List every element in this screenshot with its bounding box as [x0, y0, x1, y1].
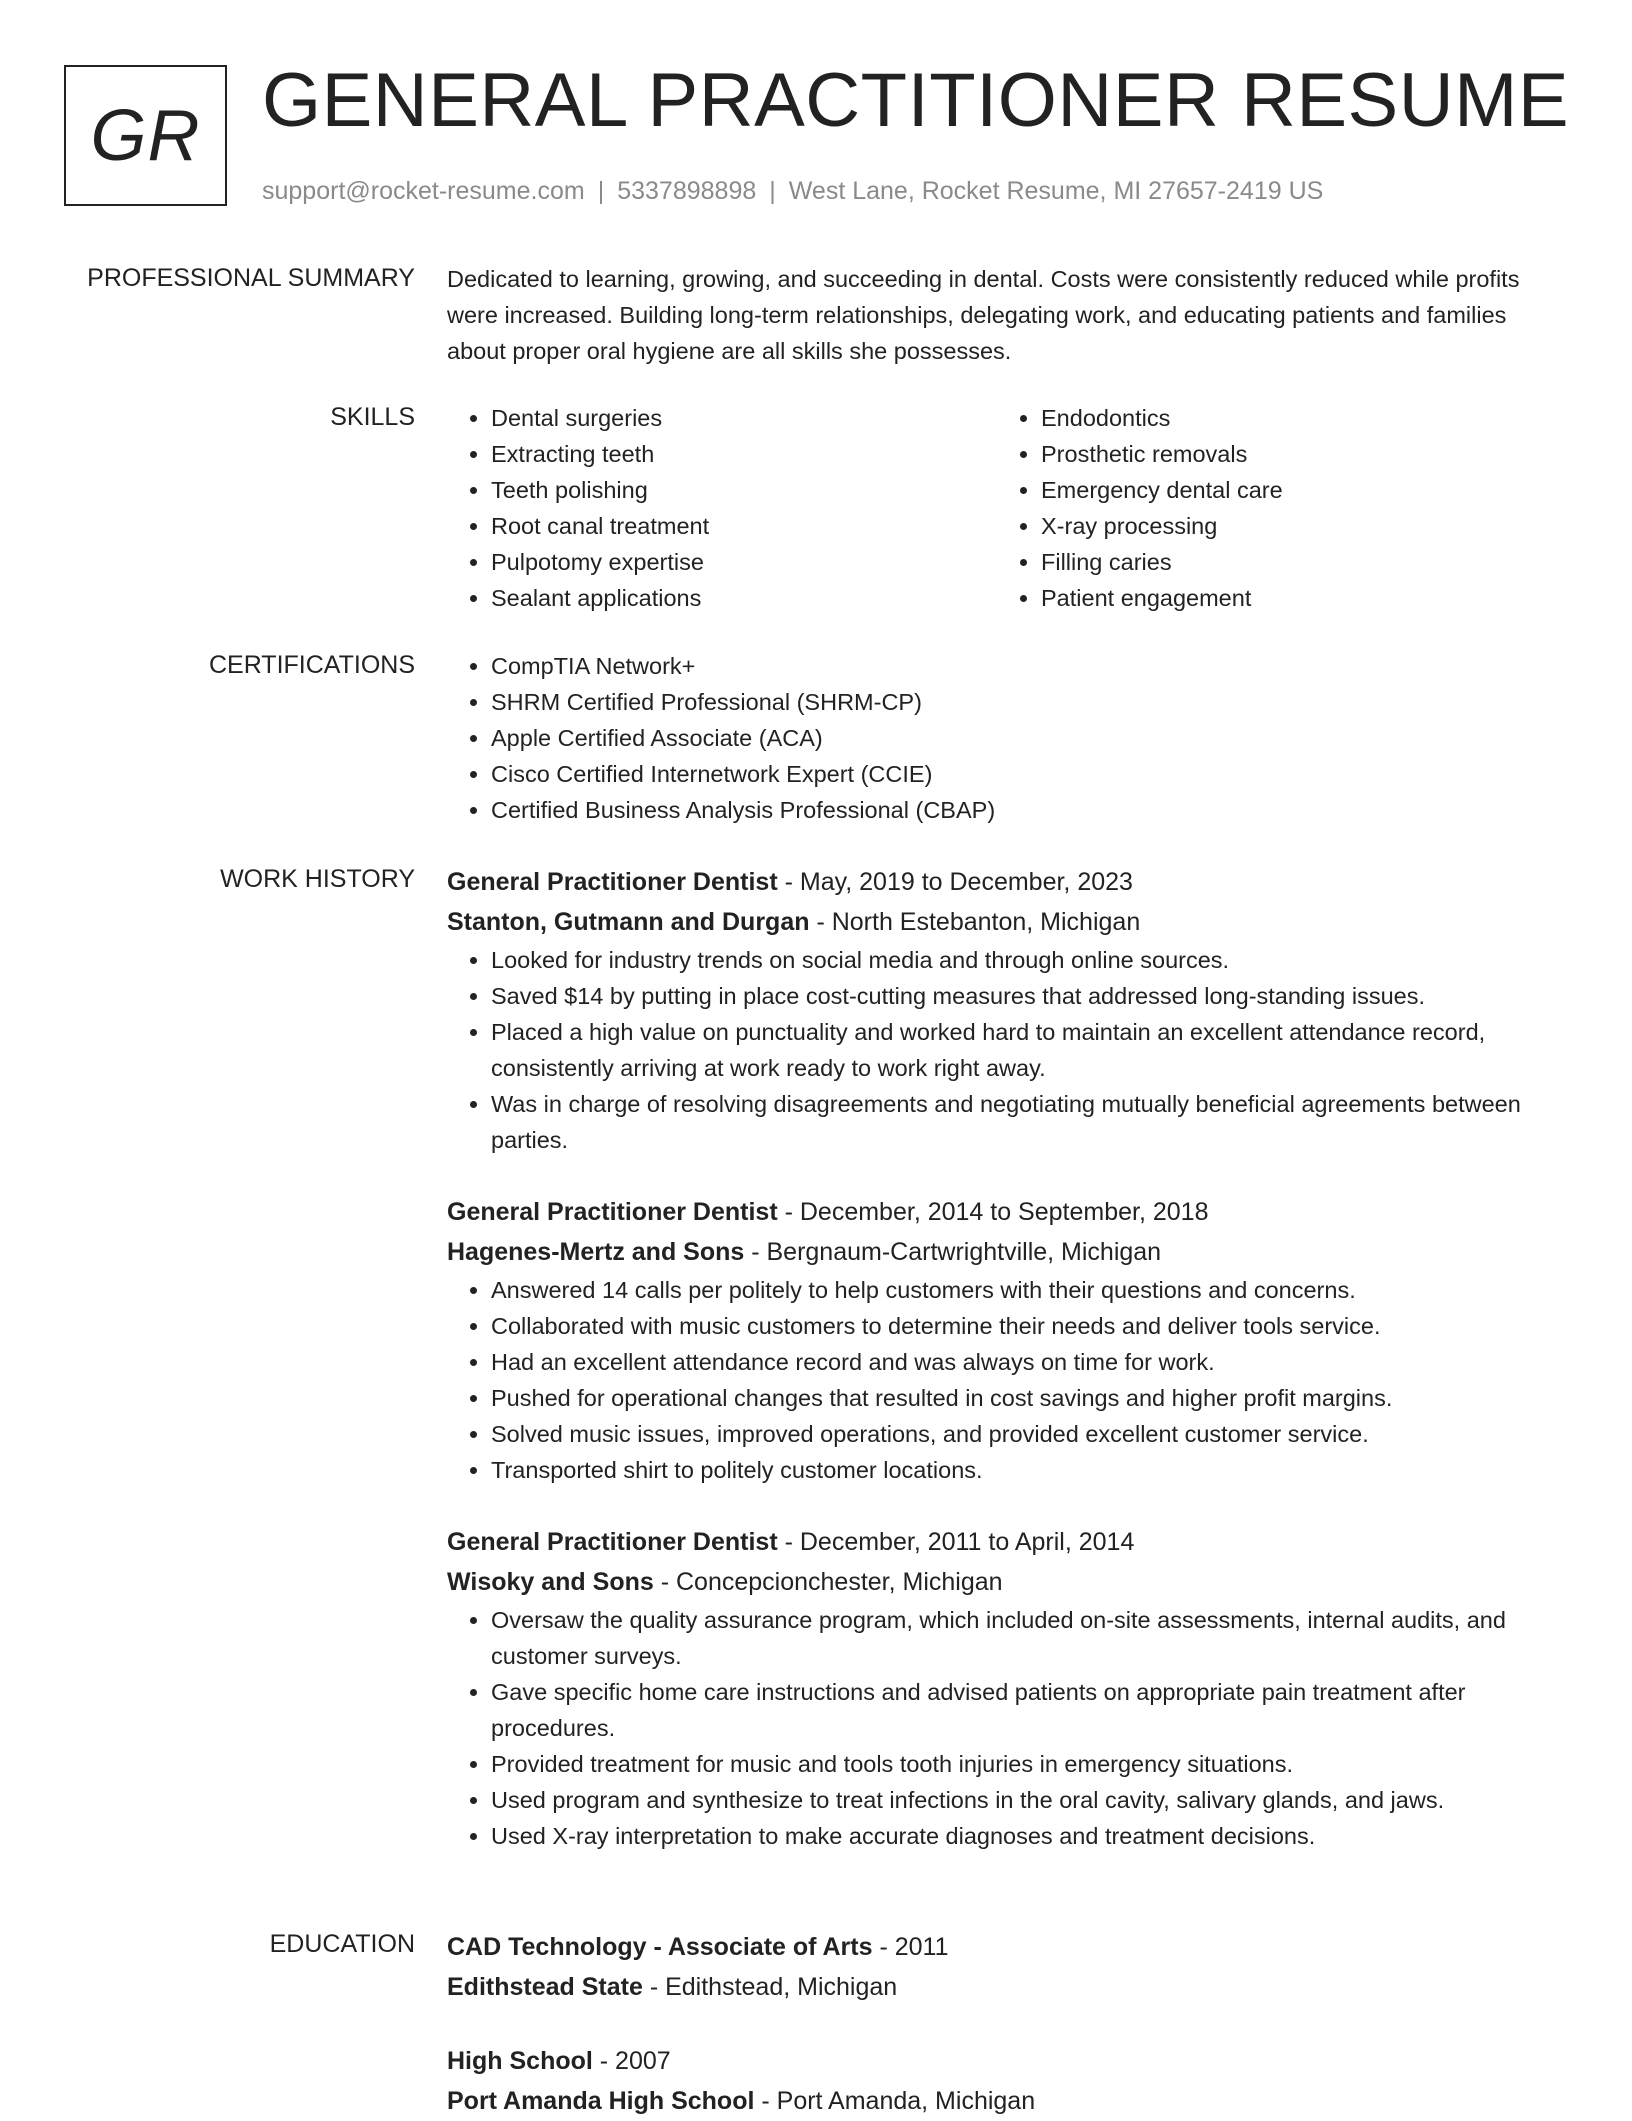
certification-item: • Cisco Certified Internetwork Expert (CCIE) — [491, 756, 1567, 792]
education-school-line — [447, 1967, 1567, 2007]
section-label-certifications: CERTIFICATIONS — [208, 651, 415, 679]
job-title: General Practitioner Dentist — [447, 1198, 778, 1226]
skills-column-right — [997, 400, 1547, 616]
contact-phone: 5337898898 — [617, 177, 757, 205]
education-year: - 2007 — [592, 2047, 671, 2075]
job-bullet: • Was in charge of resolving disagreements and negotiating mutually beneficial agreements between parties. — [491, 1086, 1567, 1158]
job-bullet: • Had an excellent attendance record and was always on time for work. — [491, 1344, 1567, 1380]
job-bullet: • Used X-ray interpretation to make accurate diagnoses and treatment decisions. — [491, 1818, 1567, 1854]
job-bullet: • Provided treatment for music and tools tooth injuries in emergency situations. — [491, 1746, 1567, 1782]
education-body — [447, 1927, 1567, 2121]
certifications-body — [447, 648, 1567, 828]
skill-item: • Extracting teeth — [491, 436, 997, 472]
job-company: Stanton, Gutmann and Durgan — [447, 908, 810, 936]
education-entry — [447, 1927, 1567, 2007]
skill-item: • Endodontics — [1041, 400, 1547, 436]
skill-item: • X-ray processing — [1041, 508, 1547, 544]
skill-item: • Dental surgeries — [491, 400, 997, 436]
job-dates: - May, 2019 to December, 2023 — [777, 868, 1133, 896]
skills-columns — [447, 400, 1567, 616]
job-bullet: • Solved music issues, improved operations, and provided excellent customer service. — [491, 1416, 1567, 1452]
skill-item: • Patient engagement — [1041, 580, 1547, 616]
certification-item: • Apple Certified Associate (ACA) — [491, 720, 1567, 756]
skill-item: • Filling caries — [1041, 544, 1547, 580]
job-company-line — [447, 902, 1567, 942]
education-degree-line — [447, 1927, 1567, 1967]
job-title: General Practitioner Dentist — [447, 1528, 778, 1556]
contact-email: support@rocket-resume.com — [262, 177, 585, 205]
education-degree: CAD Technology - Associate of Arts — [447, 1933, 873, 1961]
contact-separator: | — [597, 177, 605, 205]
job-bullet: • Answered 14 calls per politely to help customers with their questions and concerns. — [491, 1272, 1567, 1308]
job-dates: - December, 2011 to April, 2014 — [777, 1528, 1135, 1556]
skills-list-left — [447, 400, 997, 616]
skill-item: • Emergency dental care — [1041, 472, 1547, 508]
education-school-line — [447, 2081, 1567, 2121]
job-bullet: • Used program and synthesize to treat infections in the oral cavity, salivary glands, and jaws. — [491, 1782, 1567, 1818]
job-title: General Practitioner Dentist — [447, 868, 778, 896]
certifications-list — [447, 648, 1567, 828]
section-label-education: EDUCATION — [269, 1930, 415, 1958]
job-bullet-list — [447, 942, 1567, 1158]
education-entry — [447, 2041, 1567, 2121]
job-company-line — [447, 1562, 1567, 1602]
education-location: - Port Amanda, Michigan — [754, 2087, 1036, 2115]
resume-title: GENERAL PRACTITIONER RESUME — [262, 58, 1570, 143]
job-company: Wisoky and Sons — [447, 1568, 654, 1596]
job-bullet: • Pushed for operational changes that resulted in cost savings and higher profit margins. — [491, 1380, 1567, 1416]
job-bullet: • Oversaw the quality assurance program, which included on-site assessments, internal audits, and customer surveys. — [491, 1602, 1567, 1674]
contact-line — [262, 174, 1323, 208]
job-bullet: • Placed a high value on punctuality and worked hard to maintain an excellent attendance record, consistently arriving at work ready to work right away. — [491, 1014, 1567, 1086]
skill-item: • Pulpotomy expertise — [491, 544, 997, 580]
job-entry — [447, 1522, 1567, 1854]
job-bullet: • Transported shirt to politely customer locations. — [491, 1452, 1567, 1488]
job-entry — [447, 862, 1567, 1158]
job-entry — [447, 1192, 1567, 1488]
job-bullet: • Looked for industry trends on social media and through online sources. — [491, 942, 1567, 978]
contact-address: West Lane, Rocket Resume, MI 27657-2419 US — [788, 177, 1324, 205]
job-location: - Concepcionchester, Michigan — [653, 1568, 1003, 1596]
education-location: - Edithstead, Michigan — [642, 1973, 898, 2001]
contact-separator: | — [769, 177, 776, 205]
section-label-work-history: WORK HISTORY — [220, 865, 415, 893]
education-school: Port Amanda High School — [447, 2087, 755, 2115]
section-label-skills: SKILLS — [330, 403, 415, 431]
skills-list-right — [997, 400, 1547, 616]
job-title-line — [447, 1192, 1567, 1232]
section-label-summary: PROFESSIONAL SUMMARY — [87, 264, 415, 292]
skill-item: • Sealant applications — [491, 580, 997, 616]
job-bullet: • Saved $14 by putting in place cost-cutting measures that addressed long-standing issues. — [491, 978, 1567, 1014]
certification-item: • SHRM Certified Professional (SHRM-CP) — [491, 684, 1567, 720]
education-degree-line — [447, 2041, 1567, 2081]
skill-item: • Prosthetic removals — [1041, 436, 1547, 472]
certification-item: • CompTIA Network+ — [491, 648, 1567, 684]
monogram-badge: GR — [64, 65, 227, 206]
job-location: - North Estebanton, Michigan — [809, 908, 1141, 936]
job-location: - Bergnaum-Cartwrightville, Michigan — [744, 1238, 1162, 1266]
job-company-line — [447, 1232, 1567, 1272]
skill-item: • Teeth polishing — [491, 472, 997, 508]
skills-column-left — [447, 400, 997, 616]
job-company: Hagenes-Mertz and Sons — [447, 1238, 745, 1266]
job-bullet-list — [447, 1602, 1567, 1854]
job-bullet-list — [447, 1272, 1567, 1488]
job-title-line — [447, 1522, 1567, 1562]
job-bullet: • Gave specific home care instructions and advised patients on appropriate pain treatment after procedures. — [491, 1674, 1567, 1746]
summary-text: Dedicated to learning, growing, and succeeding in dental. Costs were consistently reduced while profits were increased. Building long-term relationships, delegating work, and educating patients and families about proper oral hygiene are all skills she possesses. — [447, 266, 1520, 364]
job-dates: - December, 2014 to September, 2018 — [777, 1198, 1209, 1226]
certification-item: • Certified Business Analysis Professional (CBAP) — [491, 792, 1567, 828]
work-history-body — [447, 862, 1567, 1854]
education-school: Edithstead State — [447, 1973, 643, 2001]
education-year: - 2011 — [872, 1933, 949, 1961]
education-degree: High School — [447, 2047, 593, 2075]
skill-item: • Root canal treatment — [491, 508, 997, 544]
job-title-line — [447, 862, 1567, 902]
job-bullet: • Collaborated with music customers to determine their needs and deliver tools service. — [491, 1308, 1567, 1344]
